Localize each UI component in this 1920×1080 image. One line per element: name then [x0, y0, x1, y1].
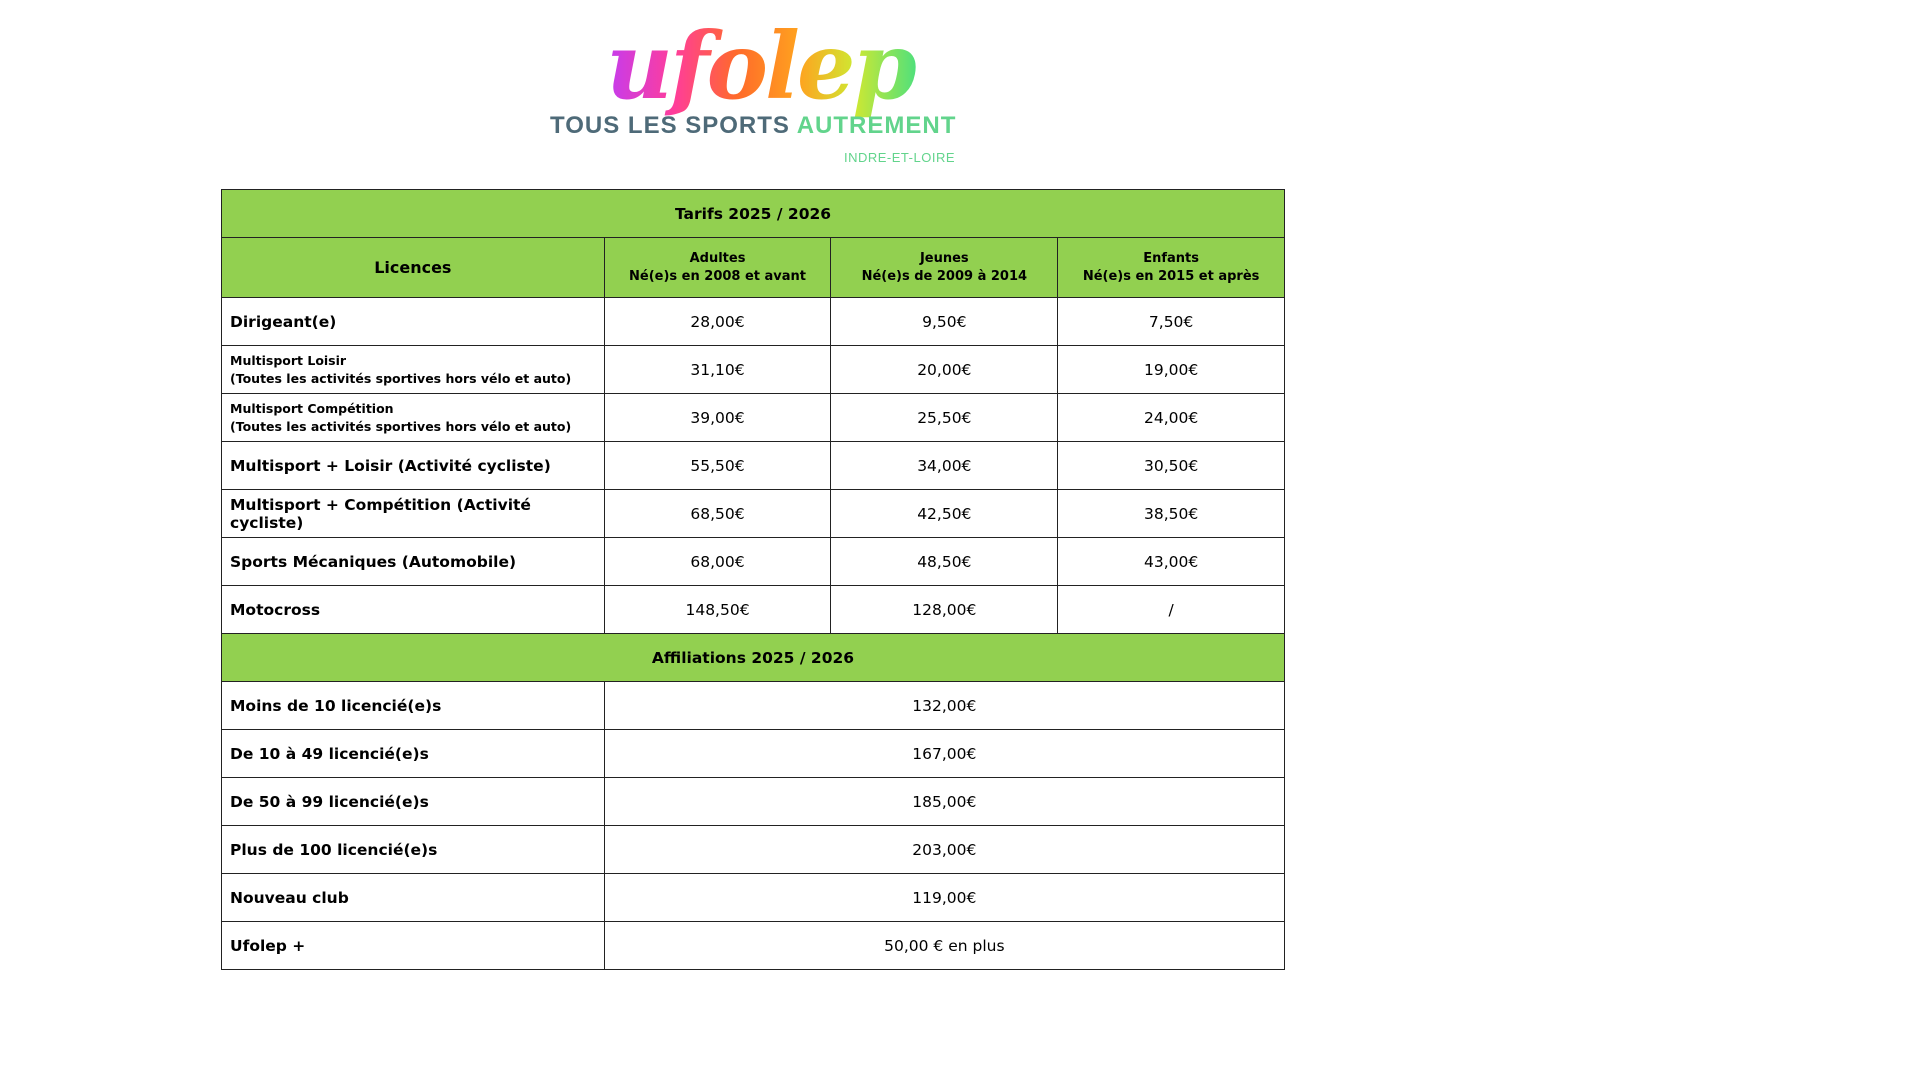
price-cell: 203,00€: [604, 826, 1284, 874]
price-cell: 42,50€: [831, 490, 1058, 538]
price-cell: /: [1058, 586, 1285, 634]
table-row: [222, 442, 1285, 490]
table-row: [222, 538, 1285, 586]
price-cell: 68,00€: [604, 538, 831, 586]
logo-tagline-part2: AUTREMENT: [796, 112, 957, 139]
col-header-jeunes: [831, 238, 1058, 298]
row-label: Plus de 100 licencié(e)s: [222, 826, 605, 874]
affiliations-title: Affiliations 2025 / 2026: [222, 634, 1285, 682]
row-label-title: Multisport Compétition: [230, 400, 394, 416]
col-header-adultes: [604, 238, 831, 298]
row-label: De 10 à 49 licencié(e)s: [222, 730, 605, 778]
price-cell: 185,00€: [604, 778, 1284, 826]
row-label-title: Multisport Loisir: [230, 352, 347, 368]
price-cell: 132,00€: [604, 682, 1284, 730]
price-cell: 39,00€: [604, 394, 831, 442]
table-row: [222, 874, 1285, 922]
price-cell: 31,10€: [604, 346, 831, 394]
price-cell: 30,50€: [1058, 442, 1285, 490]
price-cell: 148,50€: [604, 586, 831, 634]
logo-tagline-part1: TOUS LES SPORTS: [550, 112, 790, 139]
row-label: Motocross: [222, 586, 605, 634]
svg-text:ufolep: ufolep: [606, 20, 914, 120]
col-header-sub: Né(e)s en 2008 et avant: [629, 268, 807, 284]
col-header-name: Jeunes: [919, 250, 969, 266]
row-label: Multisport + Loisir (Activité cycliste): [222, 442, 605, 490]
row-label: [222, 394, 605, 442]
tarifs-header-row: [222, 238, 1285, 298]
col-header-licences: Licences: [222, 238, 605, 298]
col-header-name: Enfants: [1143, 250, 1199, 266]
price-cell: 119,00€: [604, 874, 1284, 922]
row-label-sub: (Toutes les activités sportives hors vélo et auto): [230, 370, 572, 386]
price-cell: 19,00€: [1058, 346, 1285, 394]
logo-tagline: [550, 112, 956, 140]
price-cell: 50,00 € en plus: [604, 922, 1284, 970]
row-label-sub: (Toutes les activités sportives hors vélo et auto): [230, 418, 572, 434]
price-cell: 48,50€: [831, 538, 1058, 586]
ufolep-logo: [550, 20, 970, 170]
table-row: [222, 346, 1285, 394]
price-cell: 24,00€: [1058, 394, 1285, 442]
logo-subtitle: INDRE-ET-LOIRE: [843, 150, 955, 165]
tarifs-title-row: [222, 190, 1285, 238]
col-header-enfants: [1058, 238, 1285, 298]
col-header-sub: Né(e)s en 2015 et après: [1082, 268, 1260, 284]
row-label: Moins de 10 licencié(e)s: [222, 682, 605, 730]
row-label: Multisport + Compétition (Activité cycliste): [222, 490, 605, 538]
row-label: Dirigeant(e): [222, 298, 605, 346]
price-cell: 7,50€: [1058, 298, 1285, 346]
price-cell: 68,50€: [604, 490, 831, 538]
row-label: Sports Mécaniques (Automobile): [222, 538, 605, 586]
price-cell: 9,50€: [831, 298, 1058, 346]
table-row: [222, 826, 1285, 874]
row-label: Ufolep +: [222, 922, 605, 970]
col-header-name: Adultes: [689, 250, 746, 266]
row-label: [222, 346, 605, 394]
price-cell: 128,00€: [831, 586, 1058, 634]
affiliations-title-row: [222, 634, 1285, 682]
price-cell: 34,00€: [831, 442, 1058, 490]
tarifs-table: [221, 189, 1285, 970]
table-row: [222, 682, 1285, 730]
table-row: [222, 298, 1285, 346]
price-cell: 20,00€: [831, 346, 1058, 394]
col-header-sub: Né(e)s de 2009 à 2014: [861, 268, 1028, 284]
table-row: [222, 394, 1285, 442]
table-row: [222, 922, 1285, 970]
price-cell: 43,00€: [1058, 538, 1285, 586]
tarifs-title: Tarifs 2025 / 2026: [222, 190, 1285, 238]
table-row: [222, 586, 1285, 634]
price-cell: 38,50€: [1058, 490, 1285, 538]
table-row: [222, 778, 1285, 826]
row-label: De 50 à 99 licencié(e)s: [222, 778, 605, 826]
price-cell: 55,50€: [604, 442, 831, 490]
price-cell: 28,00€: [604, 298, 831, 346]
table-row: [222, 490, 1285, 538]
table-row: [222, 730, 1285, 778]
row-label: Nouveau club: [222, 874, 605, 922]
price-cell: 167,00€: [604, 730, 1284, 778]
price-cell: 25,50€: [831, 394, 1058, 442]
